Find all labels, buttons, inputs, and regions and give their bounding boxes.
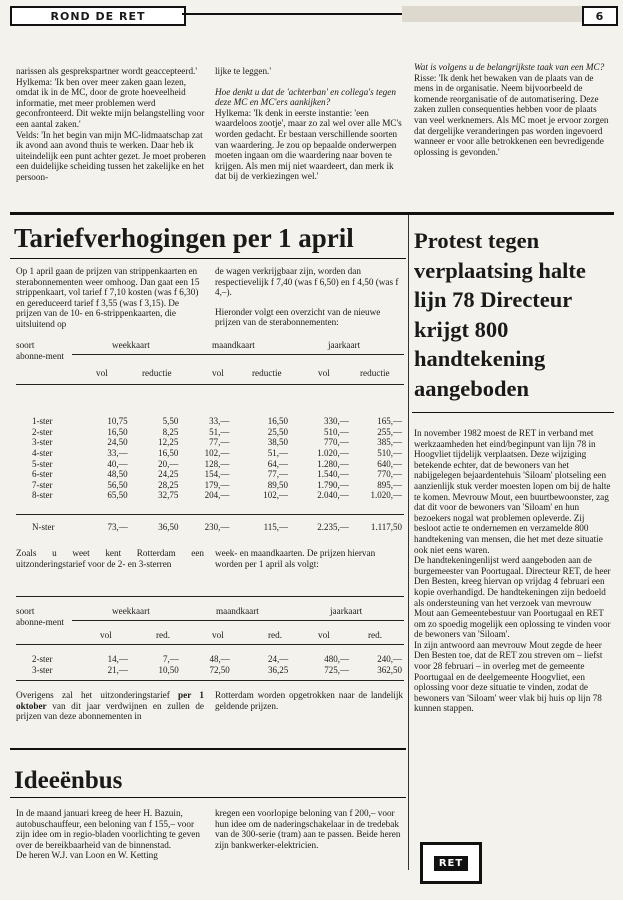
subhead: red. — [368, 630, 383, 640]
tarief-intro-left — [16, 266, 204, 330]
table-rule — [16, 596, 404, 597]
text-span: Overigens zal het uitzonderingstarief — [16, 690, 179, 700]
paragraph: In november 1982 moest de RET in verband met werkzaamheden het eind/beginpunt van lijn 78 in Hoogvliet tijdelijk verplaatsen. Deze wijziging betekende echter, dat de bewoners van het nabijgelegen bejaardentehuis 'Siloam' plotseling een aanzienlijk stuk verder moesten lopen om bij de halte te komen. Mevrouw Mout, een buurtbewoonster, zag dat dit voor de bewoners van 'Siloam' en hun bezoekers nogal wat problemen opleverde. Zij besloot actie te ondernemen en verzamelde 800 handtekening van mensen, die het met deze situatie ook niet eens waren. — [414, 428, 611, 555]
table-cell: 33,— — [107, 448, 128, 459]
table-rule — [16, 680, 404, 681]
subhead: vol — [318, 630, 330, 640]
table-row — [16, 458, 404, 469]
table-rule — [16, 644, 404, 645]
protest-body — [414, 428, 612, 714]
table-cell: 154,— — [204, 469, 230, 480]
table-cell: 21,— — [107, 664, 128, 675]
table-cell: 48,— — [209, 654, 230, 665]
paragraph: Rotterdam worden opgetrokken naar de landelijk geldende prijzen. — [215, 690, 403, 711]
table-rowhead: soort abonne-ment — [16, 606, 64, 627]
top-column-3 — [414, 62, 610, 157]
table-cell: 14,— — [107, 654, 128, 665]
table-cell: 16,50 — [107, 426, 128, 437]
paragraph: De handtekeningenlijst werd aangeboden aan de burgemeester van Poortugaal. Directeur RET, de heer Den Besten, kreeg hiervan op vrijdag 4 februari een kopie overhandigd. De handtekeningen zijn bedoeld als ondersteuning van het verzoek van mevrouw Mout aan Gemeentebestuur van Poortugaal en RET om zo spoedig mogelijk een oplossing te vinden voor de bewoners van 'Siloam'. — [414, 555, 611, 640]
table-cell: 72,50 — [209, 664, 230, 675]
table-cell: 24,50 — [107, 437, 128, 448]
paragraph: kregen een voorlopige beloning van f 200,– voor hun idee om de naderingschakelaar in de tredebak van de 300-serie (tram) aan te passen. Beide heren zijn bankwerker-elektricien. — [215, 808, 401, 850]
paragraph: de wagen verkrijgbaar zijn, worden dan respectievelijk f 7,40 (was f 6,50) en f 4,50 (was f 4,–). — [215, 266, 399, 298]
table-row-label: 2-ster — [32, 654, 53, 665]
table-cell: 73,— — [107, 522, 128, 533]
table-rule — [72, 354, 404, 355]
subhead: reductie — [360, 368, 390, 378]
paragraph: Risse: 'Ik denk het bewaken van de plaats van de mens in de organisatie. Neem bijvoorbeeld de komende reorganisatie of de automatisering. Deze zaken zullen consequenties hebben voor de plaats van veel werknemers. Als MC moet je ervoor zorgen dat dergelijke veranderingen pas worden ingevoerd wanneer er voor alle betrokkenen een bevredigende oplossing is gevonden.' — [414, 72, 609, 157]
ret-logo — [420, 842, 482, 884]
subhead: reductie — [252, 368, 282, 378]
table-row-label: 6-ster — [32, 469, 53, 480]
table-cell: 20,— — [158, 458, 179, 469]
subhead: vol — [96, 368, 108, 378]
table-cell: 40,— — [107, 458, 128, 469]
table-cell: 24,— — [268, 654, 289, 665]
column-divider — [408, 215, 409, 870]
table-cell: 28,25 — [158, 479, 179, 490]
table-cell: 33,— — [209, 416, 230, 427]
table-cell: 51,— — [209, 426, 230, 437]
paragraph: lijke te leggen.' — [215, 66, 271, 76]
table-row-label: 8-ster — [32, 490, 53, 501]
paragraph: In zijn antwoord aan mevrouw Mout zegde de heer Den Besten toe, dat de RET zou streven om – liefst voor 28 februari – in overleg met de gemeente Poortugaal en de deelgemeente Hoogvliet, een oplossing voor deze situatie te vinden, zodat de bewoners van 'Siloam' weer vlak bij huis op lijn 78 kunnen stappen. — [414, 639, 603, 714]
table-rowhead: soort abonne-ment — [16, 340, 64, 361]
header-logo-text: ROND DE RET — [50, 9, 146, 23]
table-row-label: 4-ster — [32, 448, 53, 459]
table-cell: 1.020,— — [317, 448, 349, 459]
table-cell: 2.040,— — [317, 490, 349, 501]
table-cell: 1.790,— — [317, 479, 349, 490]
table-cell: 179,— — [204, 479, 230, 490]
table-cell: 362,50 — [377, 664, 402, 675]
ideeen-title-rule — [10, 797, 406, 798]
table-row-label: 2-ster — [32, 426, 53, 437]
table-cell: 1.280,— — [317, 458, 349, 469]
question: Hoe denkt u dat de 'achterban' en collega's tegen deze MC en MC'ers aankijken? — [215, 86, 396, 108]
table-row-label: 5-ster — [32, 458, 53, 469]
table-cell: 230,— — [204, 522, 230, 533]
tarief-table-1-nrow — [16, 522, 404, 533]
top-column-2 — [215, 66, 405, 182]
tarief-table-2-body — [16, 654, 404, 675]
ret-logo-inner — [434, 856, 468, 871]
header-logo — [10, 6, 186, 26]
table-cell: 204,— — [204, 490, 230, 501]
table-cell: 510,— — [324, 426, 349, 437]
table-cell: 895,— — [377, 479, 402, 490]
paragraph — [16, 690, 204, 722]
paragraph: De heren W.J. van Loon en W. Ketting — [16, 850, 158, 861]
table-row — [16, 480, 404, 491]
table-row — [16, 448, 404, 459]
subhead: reductie — [142, 368, 172, 378]
ideeen-right — [215, 808, 403, 850]
table-cell: 64,— — [267, 458, 288, 469]
subhead: vol — [100, 630, 112, 640]
table-group-head: jaarkaart — [330, 606, 363, 616]
tarief-end-left — [16, 690, 204, 722]
table-row — [16, 654, 404, 665]
tarief-mid-right — [215, 548, 403, 569]
subhead: vol — [212, 630, 224, 640]
table-cell: 725,— — [324, 664, 349, 675]
table-group-head: weekkaart — [112, 606, 150, 616]
table-cell: 25,50 — [267, 426, 288, 437]
table-row — [16, 665, 404, 676]
table-cell: 480,— — [324, 654, 349, 665]
table-row-label: 1-ster — [32, 416, 53, 427]
table-row-label: 3-ster — [32, 664, 53, 675]
bold-span: per 1 oktober — [16, 690, 204, 711]
table-row — [16, 427, 404, 438]
subhead: vol — [212, 368, 224, 378]
table-cell: 165,— — [377, 416, 402, 427]
paragraph: In de maand januari kreeg de heer H. Bazuin, autobuschauffeur, een beloning van f 155,– voor zijn idee om in regio-bladen voorlichting te geven over de bereikbaarheid van de binnenstad. — [16, 808, 200, 850]
question: Wat is volgens u de belangrijkste taak van een MC? — [414, 62, 605, 72]
table-cell: 1.020,— — [370, 490, 402, 501]
paragraph: Hylkema: 'Ik denk in eerste instantie: 'een waardeloos zootje', maar zo zal wel over alle MC's worden gedacht. Er bestaan verschillende soorten van waardering. Je zou op bepaalde onderwerpen moeten ingaan om die waardering naar boven te krijgen. Als men mij niet waardeert, dan merk ik dat bij de verkiezingen wel.' — [215, 107, 402, 182]
table-cell: 24,25 — [158, 469, 179, 480]
table-cell: 1.540,— — [317, 469, 349, 480]
table-row-label: N-ster — [32, 522, 55, 533]
table-cell: 38,50 — [267, 437, 288, 448]
table-cell: 7,— — [163, 654, 179, 665]
table-cell: 8,25 — [162, 426, 179, 437]
paragraph: Velds: 'In het begin van mijn MC-lidmaatschap zat ik avond aan avond thuis te werken. Daar heb ik uiteindelijk een punt achter gezet. Je moet proberen een duidelijke scheiding tussen het zakelijke en het persoon- — [16, 129, 206, 182]
table-cell: 102,— — [204, 448, 230, 459]
section-divider — [10, 212, 614, 215]
section-divider — [10, 748, 406, 750]
page-number: 6 — [595, 9, 605, 23]
subhead: vol — [318, 368, 330, 378]
table-row — [16, 416, 404, 427]
page-number-box — [582, 6, 618, 26]
table-cell: 36,25 — [268, 664, 289, 675]
tarief-end-right — [215, 690, 403, 711]
table-cell: 770,— — [377, 469, 402, 480]
tarief-mid-left — [16, 548, 204, 569]
table-cell: 640,— — [377, 458, 402, 469]
table-cell: 12,25 — [158, 437, 179, 448]
paragraph: Hieronder volgt een overzicht van de nieuwe prijzen van de sterabonnementen: — [215, 306, 381, 328]
subhead: red. — [156, 630, 171, 640]
table-cell: 1.117,50 — [370, 522, 402, 533]
table-cell: 385,— — [377, 437, 402, 448]
table-cell: 770,— — [324, 437, 349, 448]
table-cell: 77,— — [209, 437, 230, 448]
table-cell: 48,50 — [107, 469, 128, 480]
tarief-intro-right — [215, 266, 403, 328]
table-group-head: maandkaart — [212, 340, 255, 350]
table-cell: 115,— — [263, 522, 288, 533]
table-cell: 240,— — [377, 654, 402, 665]
table-row-label: 3-ster — [32, 437, 53, 448]
ideeen-left — [16, 808, 208, 861]
subhead: red. — [268, 630, 283, 640]
tarief-title: Tariefverhogingen per 1 april — [14, 223, 354, 253]
table-cell: 77,— — [267, 469, 288, 480]
paragraph: Hylkema: 'Ik ben over meer zaken gaan lezen, omdat ik in de MC, door de grote hoeveelheid informatie, met meer problemen werd geconfronteerd. Dit wekte mijn belangstelling voor een aantal zaken.' — [16, 76, 205, 129]
header-faded-band — [402, 6, 582, 22]
table-cell: 128,— — [204, 458, 230, 469]
table-cell: 36,50 — [158, 522, 179, 533]
table-rule — [72, 620, 404, 621]
ret-logo-text: RET — [438, 857, 464, 869]
table-cell: 16,50 — [158, 448, 179, 459]
table-row — [16, 469, 404, 480]
table-row — [16, 490, 404, 501]
table-cell: 330,— — [324, 416, 349, 427]
table-cell: 65,50 — [107, 490, 128, 501]
table-cell: 2.235,— — [317, 522, 349, 533]
text-span: van dit jaar verdwijnen en zullen de prijzen van deze abonnementen in — [16, 700, 204, 722]
table-row — [16, 437, 404, 448]
paragraph: narissen als gesprekspartner wordt geaccepteerd.' — [16, 66, 197, 76]
table-cell: 56,50 — [107, 479, 128, 490]
table-cell: 16,50 — [267, 416, 288, 427]
table-cell: 510,— — [377, 448, 402, 459]
ideeen-title: Ideeënbus — [14, 767, 123, 794]
table-group-head: weekkaart — [112, 340, 150, 350]
top-column-1 — [16, 66, 206, 183]
tarief-table-1-body — [16, 416, 404, 501]
table-cell: 102,— — [263, 490, 288, 501]
table-cell: 255,— — [377, 426, 402, 437]
table-cell: 5,50 — [162, 416, 179, 427]
table-cell: 89,50 — [267, 479, 288, 490]
header-rule — [182, 13, 402, 15]
protest-title: Protest tegen verplaatsing halte lijn 78 Directeur krijgt 800 handtekening aangeboden — [414, 228, 586, 401]
paragraph: Op 1 april gaan de prijzen van strippenkaarten en sterabonnementen weer omhoog. Dan gaat een 15 strippenkaart, vol tarief f 7,10 kosten (was f 6,30) en gereduceerd tarief f 3,55 (was f 3,15). De prijzen van de 10- en 6-strippenkaarten, die uitsluitend op — [16, 266, 200, 329]
table-cell: 51,— — [267, 448, 288, 459]
paragraph: week- en maandkaarten. De prijzen hiervan worden per 1 april als volgt: — [215, 548, 376, 569]
table-rule — [16, 514, 404, 515]
table-group-head: jaarkaart — [328, 340, 361, 350]
table-cell: 10,50 — [158, 664, 179, 675]
table-cell: 32,75 — [158, 490, 179, 501]
table-group-head: maandkaart — [216, 606, 259, 616]
table-row — [16, 522, 404, 533]
table-cell: 10,75 — [107, 416, 128, 427]
protest-title-rule — [412, 412, 614, 413]
table-rule — [16, 384, 404, 385]
table-row-label: 7-ster — [32, 479, 53, 490]
tarief-title-rule — [10, 258, 406, 259]
paragraph: Zoals u weet kent Rotterdam een uitzonderingstarief voor de 2- en 3-sterren — [16, 548, 204, 569]
